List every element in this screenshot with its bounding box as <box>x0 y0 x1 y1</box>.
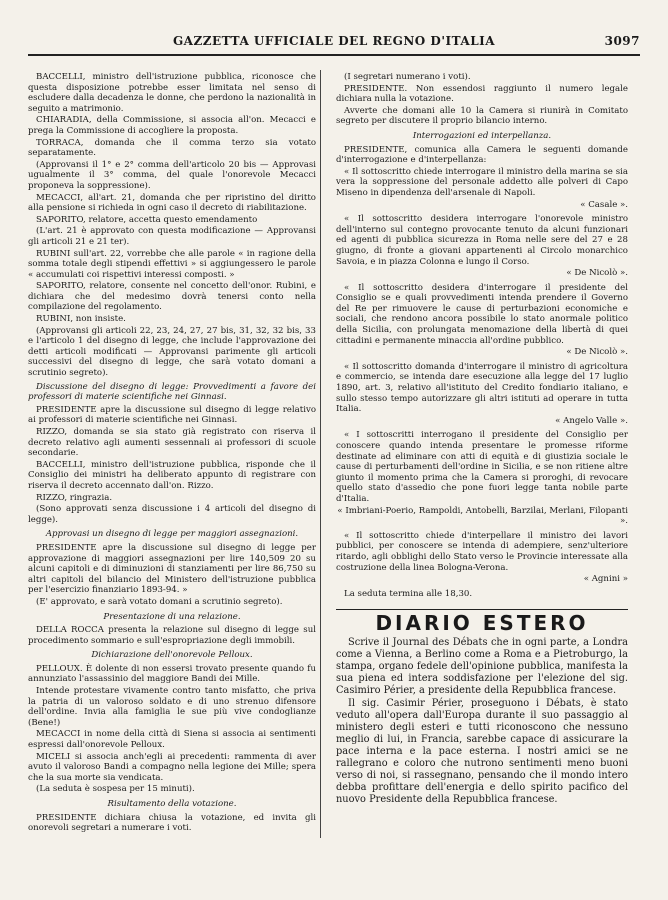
paragraph: SAPORITO, relatore, accetta questo emendamento <box>36 214 258 225</box>
section-heading: Discussione del disegno di legge: Provvedimenti a favore dei professori di materie scientifiche nei Ginnasi. <box>28 381 316 403</box>
paragraph: « Il sottoscritto chiede d'interpellare il ministro dei lavori pubblici, per conoscere se intenda di adempiere, senz'ulteriore ritardo, agli obblighi dello Stato verso le Provincie interessate alla costruzione della linea Bologna-Verona. <box>336 530 628 573</box>
paragraph: CHIARADIA, della Commissione, si associa all'on. Mecacci e prega la Commissione di accogliere la proposta. <box>28 115 316 136</box>
paragraph: BACCELLI, ministro dell'istruzione pubblica, risponde che il Consiglio dei ministri ha deliberato appunto di registrare con riserva il decreto accennato dall'on. Rizzo. <box>28 459 316 491</box>
paragraph: PRESIDENTE. Non essendosi raggiunto il numero legale dichiara nulla la votazione. <box>336 83 628 105</box>
paragraph: (L'art. 21 è approvato con questa modificazione — Approvansi gli articoli 21 e 21 ter). <box>28 226 316 247</box>
section-heading: Interrogazioni ed interpellanza. <box>412 130 552 141</box>
column-divider <box>320 70 321 838</box>
paragraph: Intende protestare vivamente contro tanto misfatto, che priva la patria di un valoroso soldato e di uno strenuo difensore dell'ordine. Invia alla famiglia le sue più vive condoglianze (Bene!) <box>28 686 316 728</box>
paragraph: (Sono approvati senza discussione i 4 articoli del disegno di legge). <box>28 504 316 525</box>
paragraph: RUBINI sull'art. 22, vorrebbe che alle parole « in ragione della somma totale degli stipendi effettivi » si aggiungessero le parole « accumulati coi rispettivi interessi composti. » <box>28 248 316 280</box>
paragraph: RUBINI, non insiste. <box>36 314 126 325</box>
paragraph: « Il sottoscritto domanda d'interrogare il ministro di agricoltura e commercio, se intenda dare esecuzione alla legge del 17 luglio 1890, art. 3, relativo all'istituto del Credito fondiario italiano, e sullo stesso tempo autorizzare gli altri istituti ad operare in tutta Italia. <box>336 361 628 415</box>
diario-estero-title: DIARIO ESTERO <box>375 611 589 636</box>
paragraph: MECACCI, all'art. 21, domanda che per ripristino del diritto alla pensione si richieda in ogni caso il decreto di riabilitazione. <box>28 192 316 214</box>
section-heading: Risultamento della votazione. <box>107 799 237 809</box>
paragraph: « Il sottoscritto chiede interrogare il ministro della marina se sia vera la soppressione del personale addetto alle polveri di Capo Miseno in dipendenza dell'arsenale di Napoli. <box>336 166 628 198</box>
paragraph: PELLOUX. È dolente di non essersi trovato presente quando fu annunziato l'assassinio del maggiore Bandi dei Mille. <box>28 663 316 685</box>
signature: « Angelo Valle ». <box>555 415 628 426</box>
paragraph: « Il sottoscritto desidera interrogare l'onorevole ministro dell'interno sul contegno provocante tenuto da alcuni funzionari ed agenti di pubblica sicurezza in Roma nelle sere del 27 e 28 giugno, di fronte a giovani appartenenti al Circolo monarchico Savoia, e in piazza Colonna e lungo il Corso. <box>336 214 628 267</box>
paragraph: TORRACA, domanda che il comma terzo sia votato separatamente. <box>28 137 316 159</box>
paragraph: « I sottoscritti interrogano il presidente del Consiglio per conoscere quando intenda presentare le promesse riforme destinate ad eliminare con atti di equità e di giustizia sociale le cause di perturbamenti dell'ordine in Sicilia, e se non ritiene altre giunto il momento prima che la Camera si proroghi, di revocare quello stato d'assedio che pone fuori legge tanta nobile parte d'Italia. <box>336 430 628 504</box>
signature: « Imbriani-Poerio, Rampoldi, Antobelli, Barzilai, Merlani, Filopanti ». <box>337 505 628 527</box>
page-number: 3097 <box>604 34 640 48</box>
paragraph: (Approvansi il 1° e 2° comma dell'articolo 20 bis — Approvasi ugualmente il 3° comma, del quale l'onorevole Mecacci proponeva la soppressione). <box>28 159 316 191</box>
right-column <box>336 72 628 807</box>
page-header <box>28 32 640 56</box>
paragraph: PRESIDENTE apre la discussione sul disegno di legge per approvazione di maggiori assegnazioni per lire 140,509 20 su alcuni capitoli e di diminuzioni di stanziamenti per lire 86,750 su altri capitoli del bilancio del Ministero dell'istruzione pubblica per l'esercizio finanziario 1893-94. » <box>28 542 316 596</box>
paragraph: (I segretari numerano i voti). <box>344 72 471 82</box>
signature: « Casale ». <box>580 199 628 210</box>
paragraph: La seduta termina alle 18,30. <box>344 588 473 599</box>
paragraph: Il sig. Casimir Périer, proseguono i Débats, è stato veduto all'opera dall'Europa durante il suo passaggio al ministero degli esteri e tutti riconoscono che nessuno meglio di lui, in Francia, sarebbe capace di assicurare la pace interna e la pace esterna. I nostri amici se ne rallegrano e coloro che nutrono sentimenti meno buoni verso di noi, si rassegnano, pensando che il mondo intero debba profittare dell'energia e dello spirito pacifico del nuovo Presidente della Repubblica francese. <box>336 697 628 805</box>
signature: « De Nicolò ». <box>566 347 628 358</box>
paragraph: SAPORITO, relatore, consente nel concetto dell'onor. Rubini, e dichiara che del medesimo dovrà tenersi conto nella compilazione del regolamento. <box>28 281 316 313</box>
paragraph: MICELI si associa anch'egli ai precedenti: rammenta di aver avuto il valoroso Bandi a compagno nella legione dei Mille; spera che la sua morte sia vendicata. <box>28 751 316 783</box>
paragraph: (La seduta è sospesa per 15 minuti). <box>36 784 195 795</box>
paragraph: PRESIDENTE apre la discussione sul disegno di legge relativo ai professori di materie scientifiche nei Ginnasi. <box>28 404 316 426</box>
section-heading: Approvasi un disegno di legge per maggiori assegnazioni. <box>45 529 299 540</box>
paragraph: RIZZO, domanda se sia stato già registrato con riserva il decreto relativo agli aumenti sessennali ai professori di scuole secondarie. <box>28 427 316 459</box>
section-heading: Presentazione di una relazione. <box>103 611 241 622</box>
paragraph: (E' approvato, e sarà votato domani a scrutinio segreto). <box>36 596 283 607</box>
paragraph: Scrive il Journal des Débats che in ogni parte, a Londra come a Vienna, a Berlino come a Roma e a Pietroburgo, la stampa, organo fedele dell'opinione pubblica, manifesta la sua piena ed intera soddisfazione per l'elezione del sig. Casimiro Périer, a presidente della Repubblica francese. <box>336 636 628 696</box>
signature: « Agnini » <box>583 574 628 585</box>
paragraph: Avverte che domani alle 10 la Camera si riunirà in Comitato segreto per discutere il proprio bilancio interno. <box>336 105 628 127</box>
paragraph: DELLA ROCCA presenta la relazione sul disegno di legge sul procedimento sommario e sull'espropriazione degli immobili. <box>28 625 316 646</box>
paragraph: « Il sottoscritto desidera d'interrogare il presidente del Consiglio se e quali provvedimenti intenda prendere il Governo del Re per rimuovere le cause di perturbazioni economiche e sociali, che rendono ancora possibile lo stato anormale politico della Sicilia, con prolungata menomazione della libertà di quei cittadini e permanente minaccia all'ordine pubblico. <box>336 282 628 346</box>
signature: « De Nicolò ». <box>566 268 628 279</box>
section-rule <box>336 609 628 610</box>
paragraph: PRESIDENTE, comunica alla Camera le seguenti domande d'interrogazione e d'interpellanza: <box>336 144 628 166</box>
diario-estero-body <box>336 637 628 806</box>
masthead-title: GAZZETTA UFFICIALE DEL REGNO D'ITALIA <box>172 34 496 48</box>
paragraph: PRESIDENTE dichiara chiusa la votazione, ed invita gli onorevoli segretari a numerare i voti. <box>28 812 316 834</box>
paragraph: MECACCI in nome della città di Siena si associa ai sentimenti espressi dall'onorevole Pelloux. <box>28 729 316 751</box>
paragraph: (Approvansi gli articoli 22, 23, 24, 27, 27 bis, 31, 32, 32 bis, 33 e l'articolo 1 del disegno di legge, che include l'approvazione dei detti articoli modificati — Approvansi parimente gli articoli successivi del disegno di legge, che sarà votato domani a scrutinio segreto). <box>28 325 316 379</box>
paragraph: RIZZO, ringrazia. <box>36 492 113 503</box>
paragraph: BACCELLI, ministro dell'istruzione pubblica, riconosce che questa disposizione potrebbe esser limitata nel senso di escludere dalla decadenza le donne, che perdono la nazionalità in seguito a matrimonio. <box>28 72 316 114</box>
section-heading: Dichiarazione dell'onorevole Pelloux. <box>91 650 253 661</box>
left-column <box>28 72 316 835</box>
